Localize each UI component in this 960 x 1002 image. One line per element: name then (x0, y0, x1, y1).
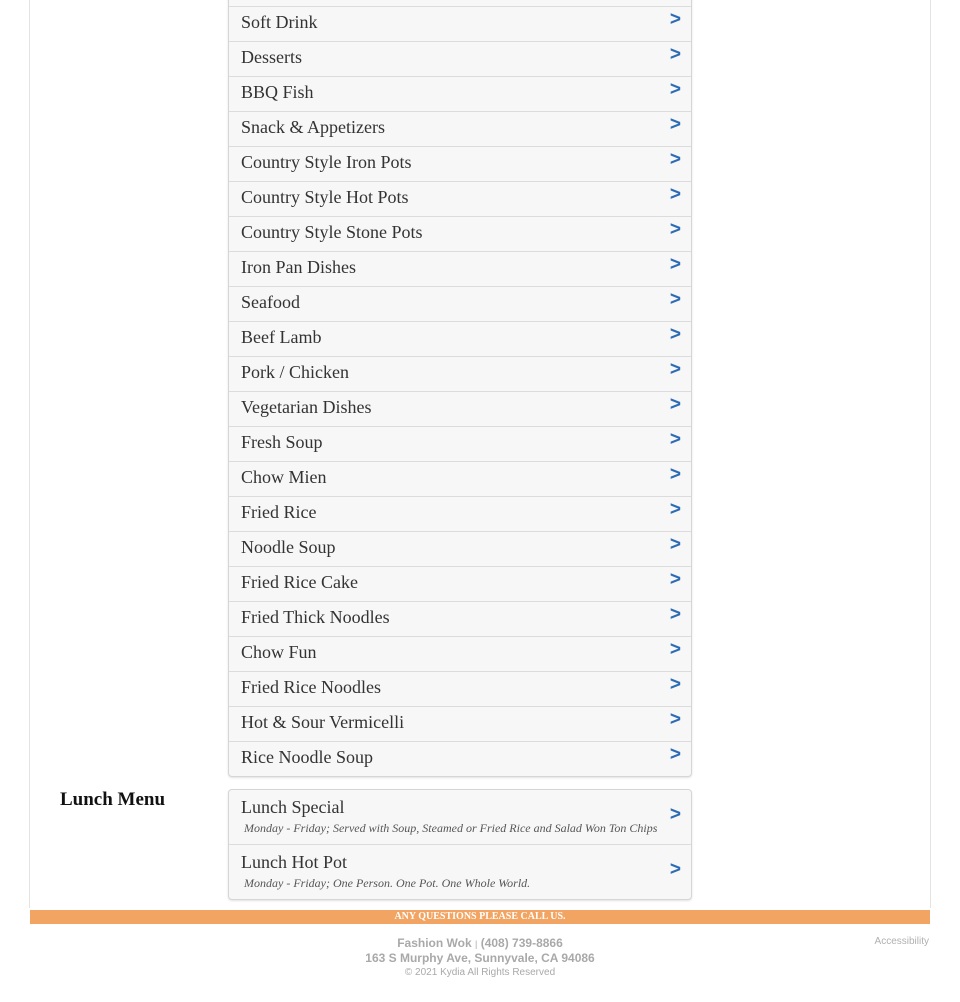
chevron-right-icon: > (669, 744, 681, 765)
category-label: Snack & Appetizers (241, 117, 385, 137)
category-row[interactable] (229, 636, 691, 671)
chevron-right-icon: > (669, 359, 681, 380)
category-row[interactable] (229, 531, 691, 566)
chevron-right-icon: > (669, 289, 681, 310)
category-row[interactable] (229, 41, 691, 76)
category-menu (228, 0, 692, 777)
category-label: Desserts (241, 47, 302, 67)
kydia-link[interactable]: Kydia (440, 967, 466, 978)
lunch-row[interactable] (229, 790, 691, 844)
category-row[interactable] (229, 111, 691, 146)
chevron-right-icon: > (669, 79, 681, 100)
category-row[interactable] (229, 321, 691, 356)
category-label: Country Style Stone Pots (241, 222, 423, 242)
footer-separator: | (475, 939, 478, 949)
category-label: Iron Pan Dishes (241, 257, 356, 277)
category-row[interactable] (229, 706, 691, 741)
chevron-right-icon: > (669, 859, 681, 880)
category-label: Fresh Soup (241, 432, 323, 452)
chevron-right-icon: > (669, 464, 681, 485)
category-row[interactable] (229, 426, 691, 461)
category-label: Fried Rice (241, 502, 317, 522)
category-label: Soft Drink (241, 12, 318, 32)
category-label: Noodle Soup (241, 537, 336, 557)
chevron-right-icon: > (669, 149, 681, 170)
copyright-year: © 2021 (404, 967, 438, 978)
phone-link[interactable]: (408) 739-8866 (480, 936, 563, 950)
chevron-right-icon: > (669, 499, 681, 520)
chevron-right-icon: > (669, 254, 681, 275)
chevron-right-icon: > (669, 394, 681, 415)
footer-contact (0, 936, 960, 950)
footer-address: 163 S Murphy Ave, Sunnyvale, CA 94086 (365, 951, 595, 965)
category-row[interactable] (229, 391, 691, 426)
category-label: Chow Fun (241, 642, 317, 662)
category-row[interactable] (229, 601, 691, 636)
chevron-right-icon: > (669, 709, 681, 730)
category-row[interactable] (229, 461, 691, 496)
restaurant-name: Fashion Wok (397, 936, 472, 950)
chevron-right-icon: > (669, 639, 681, 660)
chevron-right-icon: > (669, 324, 681, 345)
category-row[interactable] (229, 496, 691, 531)
category-label: Seafood (241, 292, 300, 312)
lunch-label: Lunch Special (241, 797, 345, 817)
footer-copyright (0, 967, 960, 978)
chevron-right-icon: > (669, 569, 681, 590)
chevron-right-icon: > (669, 184, 681, 205)
lunch-description: Monday - Friday; One Person. One Pot. One Whole World. (244, 876, 531, 890)
lunch-menu (228, 789, 692, 900)
category-row[interactable] (229, 216, 691, 251)
category-label: Chow Mien (241, 467, 327, 487)
category-row[interactable] (229, 566, 691, 601)
category-label: Beef Lamb (241, 327, 322, 347)
category-label: Pork / Chicken (241, 362, 349, 382)
category-label: Country Style Iron Pots (241, 152, 412, 172)
category-row[interactable] (229, 671, 691, 706)
category-label: Fried Rice Cake (241, 572, 358, 592)
lunch-menu-title: Lunch Menu (60, 789, 166, 810)
chevron-right-icon: > (669, 674, 681, 695)
category-row[interactable] (229, 356, 691, 391)
category-label: Rice Noodle Soup (241, 747, 373, 767)
category-row[interactable] (229, 286, 691, 321)
category-row[interactable] (229, 146, 691, 181)
chevron-right-icon: > (669, 9, 681, 30)
accessibility-link[interactable]: Accessibility (874, 936, 929, 947)
chevron-right-icon: > (669, 604, 681, 625)
chevron-right-icon: > (669, 219, 681, 240)
lunch-label: Lunch Hot Pot (241, 852, 347, 872)
category-label: BBQ Fish (241, 82, 314, 102)
category-row[interactable] (229, 181, 691, 216)
category-row[interactable] (229, 76, 691, 111)
lunch-description: Monday - Friday; Served with Soup, Steamed or Fried Rice and Salad Won Ton Chips (244, 821, 658, 835)
chevron-right-icon: > (669, 114, 681, 135)
category-label: Fried Rice Noodles (241, 677, 381, 697)
rights-text: All Rights Reserved (467, 967, 556, 978)
lunch-row[interactable] (229, 844, 691, 899)
category-label: Country Style Hot Pots (241, 187, 409, 207)
chevron-right-icon: > (669, 429, 681, 450)
category-label: Hot & Sour Vermicelli (241, 712, 405, 732)
chevron-right-icon: > (669, 534, 681, 555)
category-row[interactable] (229, 741, 691, 776)
chevron-right-icon: > (669, 44, 681, 65)
category-label: Fried Thick Noodles (241, 607, 390, 627)
category-label: Vegetarian Dishes (241, 397, 372, 417)
category-row[interactable] (229, 251, 691, 286)
category-row[interactable] (229, 6, 691, 41)
call-us-banner: ANY QUESTIONS PLEASE CALL US. (30, 910, 930, 924)
chevron-right-icon: > (669, 804, 681, 825)
